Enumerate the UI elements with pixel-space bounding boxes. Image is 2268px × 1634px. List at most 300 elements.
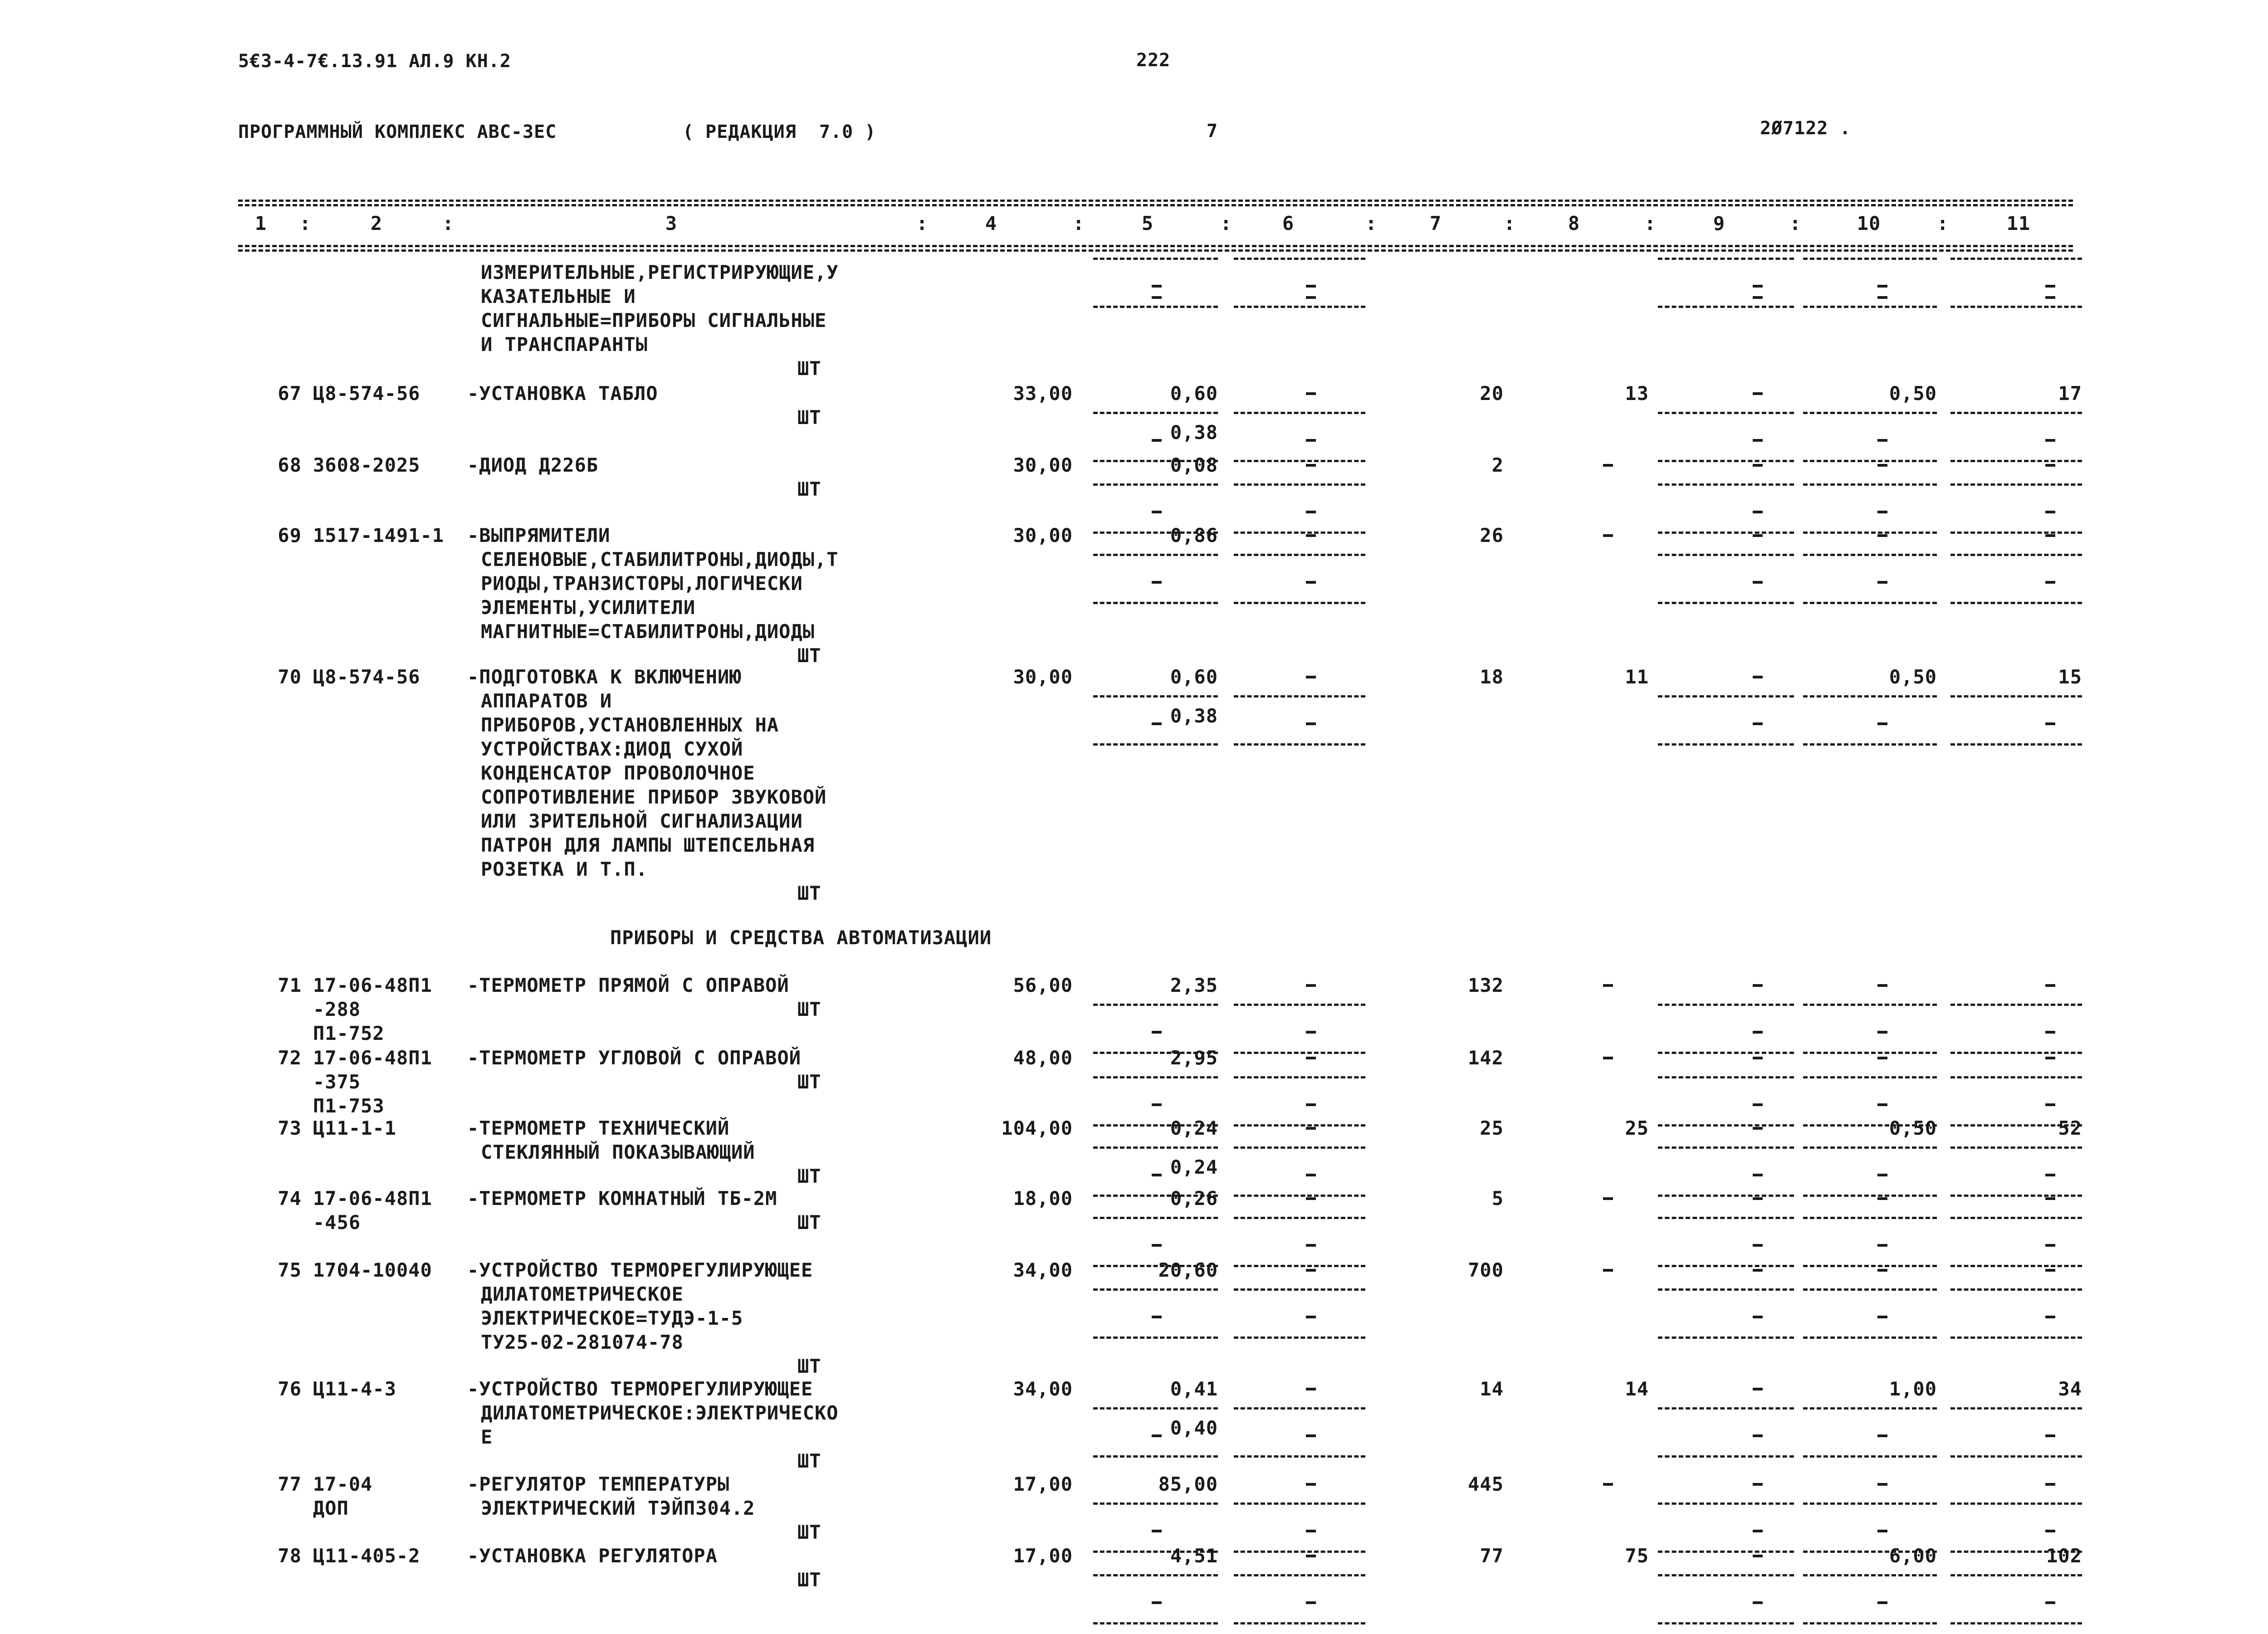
row-description-line: СИГНАЛЬНЫЕ=ПРИБОРЫ СИГНАЛЬНЫЕ (481, 309, 827, 332)
row-code: 17-06-48П1 (313, 1047, 432, 1069)
cell-col4-value: 104,00 (1001, 1117, 1073, 1139)
row-description-line: -ТЕРМОМЕТР КОМНАТНЫЙ ТБ-2М (467, 1187, 777, 1210)
subtotal-rule (1093, 1217, 1218, 1219)
row-unit: ШТ (797, 1355, 821, 1377)
subtotal-rule (1803, 554, 1937, 556)
cell-col5-value: 4,51 (1170, 1545, 1218, 1567)
header-top-rule (238, 200, 2073, 202)
row-code: 1517-1491-1 (313, 524, 445, 546)
empty-value-dash (1306, 464, 1316, 467)
row-unit: ШТ (797, 998, 821, 1020)
row-description-line: СОПРОТИВЛЕНИЕ ПРИБОР ЗВУКОВОЙ (481, 786, 827, 808)
column-separator: : (1365, 212, 1378, 234)
cell-col7-value: 700 (1468, 1259, 1504, 1281)
row-unit: ШТ (797, 1450, 821, 1472)
empty-value-dash (1152, 1174, 1162, 1176)
empty-value-dash (1753, 1127, 1763, 1130)
subtotal-rule (1803, 743, 1937, 746)
column-header-6: 6 (1282, 212, 1295, 234)
subtotal-rule (1093, 1336, 1218, 1339)
empty-value-dash (1306, 1316, 1316, 1318)
row-code-continuation: -456 (313, 1211, 361, 1234)
subtotal-rule (1803, 1407, 1937, 1410)
subtotal-rule (1658, 695, 1794, 697)
empty-value-dash (2045, 1434, 2055, 1437)
empty-value-dash (1753, 722, 1763, 725)
subtotal-rule (1950, 306, 2082, 308)
cell-col8-value: 11 (1625, 666, 1649, 688)
cell-col11-value: 102 (2046, 1545, 2082, 1567)
subtotal-rule (1950, 1407, 2082, 1410)
header-bottom-rule (238, 245, 2073, 247)
cell-col10-value: 0,50 (1889, 382, 1937, 405)
row-number: 67 (278, 382, 302, 405)
empty-value-dash (1152, 1031, 1162, 1034)
row-number: 70 (278, 666, 302, 688)
subtotal-rule (1803, 1336, 1937, 1339)
column-header-10: 10 (1857, 212, 1881, 234)
subtotal-rule (1234, 554, 1365, 556)
empty-value-dash (1152, 296, 1162, 299)
empty-value-dash (1753, 1103, 1763, 1106)
column-separator: : (1220, 212, 1232, 234)
row-unit: ШТ (797, 406, 821, 429)
empty-value-dash (1753, 1530, 1763, 1532)
empty-value-dash (2045, 581, 2055, 584)
subtotal-rule (1658, 743, 1794, 746)
subtotal-rule (1803, 1217, 1937, 1219)
cell-col5-value: 2,35 (1170, 974, 1218, 996)
subtotal-rule (1950, 1502, 2082, 1505)
cell-col5-value: 0,08 (1170, 454, 1218, 476)
row-description-line: -ТЕРМОМЕТР ТЕХНИЧЕСКИЙ (467, 1117, 730, 1139)
empty-value-dash (1753, 1031, 1763, 1034)
cell-col8-value: 14 (1625, 1378, 1649, 1400)
row-description-line: СЕЛЕНОВЫЕ,СТАБИЛИТРОНЫ,ДИОДЫ,Т (481, 548, 839, 571)
subtotal-rule (1803, 602, 1937, 604)
row-code-continuation: -375 (313, 1071, 361, 1093)
row-unit: ШТ (797, 357, 821, 380)
row-description-line: ИЛИ ЗРИТЕЛЬНОЙ СИГНАЛИЗАЦИИ (481, 810, 803, 832)
empty-value-dash (1877, 285, 1887, 288)
column-header-8: 8 (1568, 212, 1580, 234)
row-description-line: ТУ25-02-281074-78 (481, 1331, 684, 1353)
row-number: 72 (278, 1047, 302, 1069)
subtotal-rule (1093, 695, 1218, 697)
empty-value-dash (1306, 392, 1316, 395)
cell-col5-value: 0,26 (1170, 1187, 1218, 1210)
empty-value-dash (2045, 511, 2055, 513)
row-number: 68 (278, 454, 302, 476)
subtotal-rule (1093, 258, 1218, 260)
cell-col7-value: 2 (1491, 454, 1504, 476)
empty-value-dash (1753, 1174, 1763, 1176)
empty-value-dash (1877, 1434, 1887, 1437)
subtotal-rule (1093, 1146, 1218, 1149)
empty-value-dash (1306, 1031, 1316, 1034)
empty-value-dash (2045, 1031, 2055, 1034)
row-description-line: ПРИБОРОВ,УСТАНОВЛЕННЫХ НА (481, 714, 779, 736)
empty-value-dash (2045, 1316, 2055, 1318)
empty-value-dash (1306, 581, 1316, 584)
empty-value-dash (2045, 1197, 2055, 1200)
cell-col10-value: 6,00 (1889, 1545, 1937, 1567)
row-unit: ШТ (797, 644, 821, 667)
cell-col7-value: 77 (1480, 1545, 1504, 1567)
cell-col5-value: 0,60 (1170, 666, 1218, 688)
subtotal-rule (1950, 1336, 2082, 1339)
empty-value-dash (2045, 534, 2055, 537)
cell-col8-value: 75 (1625, 1545, 1649, 1567)
empty-value-dash (1877, 296, 1887, 299)
subtotal-rule (1803, 1622, 1937, 1624)
section-heading: ПРИБОРЫ И СРЕДСТВА АВТОМАТИЗАЦИИ (610, 927, 992, 949)
cell-col10-value: 0,50 (1889, 666, 1937, 688)
empty-value-dash (1753, 1555, 1763, 1557)
subtotal-rule (1803, 460, 1937, 462)
empty-value-dash (1603, 464, 1613, 467)
row-code-continuation: П1-753 (313, 1095, 385, 1117)
row-code-continuation: -288 (313, 998, 361, 1020)
subtotal-rule (1658, 602, 1794, 604)
empty-value-dash (1306, 1197, 1316, 1200)
row-number: 69 (278, 524, 302, 546)
column-separator: : (1789, 212, 1802, 234)
column-header-1: 1 (254, 212, 267, 234)
empty-value-dash (1603, 984, 1613, 987)
subtotal-rule (1803, 1502, 1937, 1505)
empty-value-dash (1306, 296, 1316, 299)
empty-value-dash (1306, 1127, 1316, 1130)
subtotal-rule (1950, 1217, 2082, 1219)
cell-col7-value: 26 (1480, 524, 1504, 546)
cell-col7-value: 445 (1468, 1473, 1504, 1495)
cell-col7-value: 5 (1491, 1187, 1504, 1210)
subtotal-rule (1093, 1004, 1218, 1006)
subtotal-rule (1234, 1574, 1365, 1576)
subtotal-rule (1950, 1004, 2082, 1006)
cell-col4-value: 17,00 (1013, 1545, 1073, 1567)
empty-value-dash (1753, 534, 1763, 537)
empty-value-dash (1306, 984, 1316, 987)
row-number: 77 (278, 1473, 302, 1495)
subtotal-rule (1803, 695, 1937, 697)
subtotal-rule (1234, 1336, 1365, 1339)
subtotal-rule (1803, 1455, 1937, 1458)
row-unit: ШТ (797, 1071, 821, 1093)
row-description-line: ИЗМЕРИТЕЛЬНЫЕ,РЕГИСТРИРУЮЩИЕ,У (481, 261, 839, 283)
row-code: 17-06-48П1 (313, 974, 432, 996)
header-top-rule-2 (238, 204, 2073, 206)
subtotal-rule (1658, 1052, 1794, 1054)
subtotal-rule (1658, 1076, 1794, 1078)
subtotal-rule (1950, 483, 2082, 486)
cell-col4-value: 34,00 (1013, 1378, 1073, 1400)
row-unit: ШТ (797, 1211, 821, 1234)
subtotal-rule (1093, 483, 1218, 486)
row-description-line: -ТЕРМОМЕТР УГЛОВОЙ С ОПРАВОЙ (467, 1047, 802, 1069)
subtotal-rule (1950, 1265, 2082, 1267)
cell-col5-value: 0,86 (1170, 524, 1218, 546)
empty-value-dash (2045, 1483, 2055, 1486)
subtotal-rule (1803, 258, 1937, 260)
empty-value-dash (1877, 722, 1887, 725)
cell-col7-value: 20 (1480, 382, 1504, 405)
row-description-line: -ТЕРМОМЕТР ПРЯМОЙ С ОПРАВОЙ (467, 974, 789, 996)
empty-value-dash (1152, 1244, 1162, 1247)
subtotal-rule (1950, 695, 2082, 697)
row-description-line: И ТРАНСПАРАНТЫ (481, 333, 648, 356)
empty-value-dash (1877, 1269, 1887, 1272)
cell-col4-value: 30,00 (1013, 666, 1073, 688)
row-description-line: КАЗАТЕЛЬНЫЕ И (481, 285, 636, 307)
row-description-line: РОЗЕТКА И Т.П. (481, 858, 648, 880)
subtotal-rule (1234, 483, 1365, 486)
subtotal-rule (1950, 1622, 2082, 1624)
empty-value-dash (1306, 439, 1316, 442)
empty-value-dash (1877, 1057, 1887, 1059)
empty-value-dash (1306, 1388, 1316, 1390)
cell-col5-value: 85,00 (1158, 1473, 1218, 1495)
row-description-line: МАГНИТНЫЕ=СТАБИЛИТРОНЫ,ДИОДЫ (481, 620, 815, 643)
column-header-9: 9 (1713, 212, 1725, 234)
subtotal-rule (1093, 412, 1218, 414)
cell-col7-value: 25 (1480, 1117, 1504, 1139)
cell-col11-value: 15 (2058, 666, 2082, 688)
subtotal-rule (1658, 1455, 1794, 1458)
column-header-5: 5 (1141, 212, 1154, 234)
subtotal-rule (1234, 1217, 1365, 1219)
empty-value-dash (1603, 1269, 1613, 1272)
empty-value-dash (1753, 285, 1763, 288)
subtotal-rule (1803, 1288, 1937, 1291)
row-description-line: -УСТАНОВКА ТАБЛО (467, 382, 658, 405)
subtotal-rule (1658, 1004, 1794, 1006)
empty-value-dash (1152, 581, 1162, 584)
row-code: Ц11-1-1 (313, 1117, 397, 1139)
page-number: 222 (1136, 50, 1171, 71)
subtotal-rule (1093, 743, 1218, 746)
empty-value-dash (2045, 1174, 2055, 1176)
subtotal-rule (1093, 306, 1218, 308)
column-header-11: 11 (2006, 212, 2031, 234)
empty-value-dash (1152, 722, 1162, 725)
empty-value-dash (2045, 1530, 2055, 1532)
empty-value-dash (1877, 1601, 1887, 1604)
document-code: 5€3-4-7€.13.91 АЛ.9 КН.2 (238, 51, 511, 72)
empty-value-dash (1877, 984, 1887, 987)
subtotal-rule (1234, 1004, 1365, 1006)
empty-value-dash (1306, 676, 1316, 678)
empty-value-dash (2045, 1269, 2055, 1272)
empty-value-dash (1877, 1244, 1887, 1247)
cell-col7-value: 142 (1468, 1047, 1504, 1069)
subtotal-rule (1234, 258, 1365, 260)
subtotal-rule (1234, 1146, 1365, 1149)
row-code: Ц8-574-56 (313, 666, 420, 688)
empty-value-dash (1753, 1601, 1763, 1604)
empty-value-dash (2045, 1244, 2055, 1247)
empty-value-dash (1603, 1483, 1613, 1486)
subtotal-rule (1803, 1195, 1937, 1197)
cell-col4-value: 18,00 (1013, 1187, 1073, 1210)
row-description-line: РИОДЫ,ТРАНЗИСТОРЫ,ЛОГИЧЕСКИ (481, 572, 803, 595)
empty-value-dash (1877, 464, 1887, 467)
subtotal-rule (1658, 1217, 1794, 1219)
empty-value-dash (1306, 722, 1316, 725)
subtotal-rule (1234, 1455, 1365, 1458)
column-separator: : (1073, 212, 1085, 234)
header-bottom-rule-2 (238, 249, 2073, 252)
empty-value-dash (1306, 1244, 1316, 1247)
empty-value-dash (1753, 392, 1763, 395)
empty-value-dash (1877, 1031, 1887, 1034)
empty-value-dash (1877, 1103, 1887, 1106)
empty-value-dash (1152, 1601, 1162, 1604)
cell-col11-value: 52 (2058, 1117, 2082, 1139)
subtotal-rule (1950, 1076, 2082, 1078)
subtotal-rule (1658, 1574, 1794, 1576)
empty-value-dash (1306, 1530, 1316, 1532)
empty-value-dash (1753, 1057, 1763, 1059)
empty-value-dash (2045, 984, 2055, 987)
empty-value-dash (1877, 534, 1887, 537)
row-description-line: -ПОДГОТОВКА К ВКЛЮЧЕНИЮ (467, 666, 742, 688)
empty-value-dash (1152, 1530, 1162, 1532)
subtotal-rule (1658, 1336, 1794, 1339)
subtotal-rule (1950, 412, 2082, 414)
row-description-line: -УСТРОЙСТВО ТЕРМОРЕГУЛИРУЮЩЕЕ (467, 1378, 813, 1400)
empty-value-dash (2045, 722, 2055, 725)
empty-value-dash (1877, 511, 1887, 513)
row-description-line: ДИЛАТОМЕТРИЧЕСКОЕ (481, 1283, 684, 1305)
empty-value-dash (1753, 676, 1763, 678)
empty-value-dash (2045, 439, 2055, 442)
empty-value-dash (1306, 1269, 1316, 1272)
cell-col5-subvalue: 0,40 (1170, 1417, 1218, 1439)
empty-value-dash (1152, 511, 1162, 513)
subtotal-rule (1803, 1076, 1937, 1078)
program-title: ПРОГРАММНЫЙ КОМПЛЕКС АВС-3ЕС (238, 122, 557, 142)
empty-value-dash (1306, 285, 1316, 288)
column-separator: : (299, 212, 312, 234)
row-code: 17-04 (313, 1473, 373, 1495)
cell-col10-value: 0,50 (1889, 1117, 1937, 1139)
cell-col7-value: 14 (1480, 1378, 1504, 1400)
subtotal-rule (1950, 258, 2082, 260)
empty-value-dash (1877, 1483, 1887, 1486)
empty-value-dash (1306, 1057, 1316, 1059)
row-code-continuation: ДОП (313, 1497, 349, 1519)
empty-value-dash (1753, 1269, 1763, 1272)
subtotal-rule (1234, 412, 1365, 414)
subtotal-rule (1950, 554, 2082, 556)
cell-col11-value: 17 (2058, 382, 2082, 405)
empty-value-dash (2045, 464, 2055, 467)
cell-col4-value: 34,00 (1013, 1259, 1073, 1281)
cell-col5-value: 20,60 (1158, 1259, 1218, 1281)
cell-col5-subvalue: 0,38 (1170, 705, 1218, 727)
column-header-2: 2 (370, 212, 383, 234)
cell-col4-value: 33,00 (1013, 382, 1073, 405)
empty-value-dash (1753, 1434, 1763, 1437)
cell-col5-subvalue: 0,24 (1170, 1156, 1218, 1178)
empty-value-dash (2045, 1601, 2055, 1604)
cell-col4-value: 17,00 (1013, 1473, 1073, 1495)
subtotal-rule (1658, 306, 1794, 308)
empty-value-dash (1152, 1103, 1162, 1106)
cell-col4-value: 56,00 (1013, 974, 1073, 996)
row-number: 71 (278, 974, 302, 996)
subtotal-rule (1234, 1407, 1365, 1410)
empty-value-dash (1877, 439, 1887, 442)
subtotal-rule (1658, 1502, 1794, 1505)
empty-value-dash (1603, 534, 1613, 537)
cell-col5-value: 0,60 (1170, 382, 1218, 405)
cell-col8-value: 13 (1625, 382, 1649, 405)
row-description-line: УСТРОЙСТВАХ:ДИОД СУХОЙ (481, 738, 743, 760)
empty-value-dash (1753, 1244, 1763, 1247)
cell-col5-value: 2,95 (1170, 1047, 1218, 1069)
empty-value-dash (1306, 1103, 1316, 1106)
subtotal-rule (1950, 460, 2082, 462)
row-description-line: Е (481, 1426, 493, 1448)
code-number: 2Ø7122 . (1760, 118, 1851, 139)
subtotal-rule (1950, 1288, 2082, 1291)
subtotal-rule (1950, 1146, 2082, 1149)
subtotal-rule (1950, 1574, 2082, 1576)
subtotal-rule (1950, 602, 2082, 604)
cell-col11-value: 34 (2058, 1378, 2082, 1400)
row-description-line: АППАРАТОВ И (481, 690, 612, 712)
row-description-line: -УСТРОЙСТВО ТЕРМОРЕГУЛИРУЮЩЕЕ (467, 1259, 813, 1281)
row-description-line: ЭЛЕКТРИЧЕСКОЕ=ТУДЭ-1-5 (481, 1307, 743, 1329)
row-code: Ц8-574-56 (313, 382, 420, 405)
empty-value-dash (1306, 511, 1316, 513)
empty-value-dash (1152, 285, 1162, 288)
edition-label: ( РЕДАКЦИЯ 7.0 ) (683, 122, 876, 142)
empty-value-dash (1753, 464, 1763, 467)
column-separator: : (916, 212, 929, 234)
subtotal-rule (1950, 1052, 2082, 1054)
row-description-line: ПАТРОН ДЛЯ ЛАМПЫ ШТЕПСЕЛЬНАЯ (481, 834, 815, 856)
subtotal-rule (1093, 1407, 1218, 1410)
row-code: Ц11-4-3 (313, 1378, 397, 1400)
row-code: 17-06-48П1 (313, 1187, 432, 1210)
subtotal-rule (1950, 532, 2082, 534)
subtotal-rule (1658, 1288, 1794, 1291)
column-separator: : (1644, 212, 1657, 234)
empty-value-dash (1603, 1057, 1613, 1059)
empty-value-dash (1877, 1174, 1887, 1176)
subtotal-rule (1658, 412, 1794, 414)
subtotal-rule (1658, 1265, 1794, 1267)
row-description-line: ЭЛЕМЕНТЫ,УСИЛИТЕЛИ (481, 596, 696, 619)
subtotal-rule (1093, 1622, 1218, 1624)
subtotal-rule (1234, 1076, 1365, 1078)
subtotal-rule (1950, 1195, 2082, 1197)
subtotal-rule (1234, 1622, 1365, 1624)
subtotal-rule (1658, 554, 1794, 556)
empty-value-dash (1306, 1483, 1316, 1486)
empty-value-dash (1877, 1530, 1887, 1532)
subtotal-rule (1658, 460, 1794, 462)
subtotal-rule (1803, 1146, 1937, 1149)
empty-value-dash (1306, 1434, 1316, 1437)
row-code: 3608-2025 (313, 454, 420, 476)
row-number: 76 (278, 1378, 302, 1400)
row-description-line: -УСТАНОВКА РЕГУЛЯТОРА (467, 1545, 718, 1567)
